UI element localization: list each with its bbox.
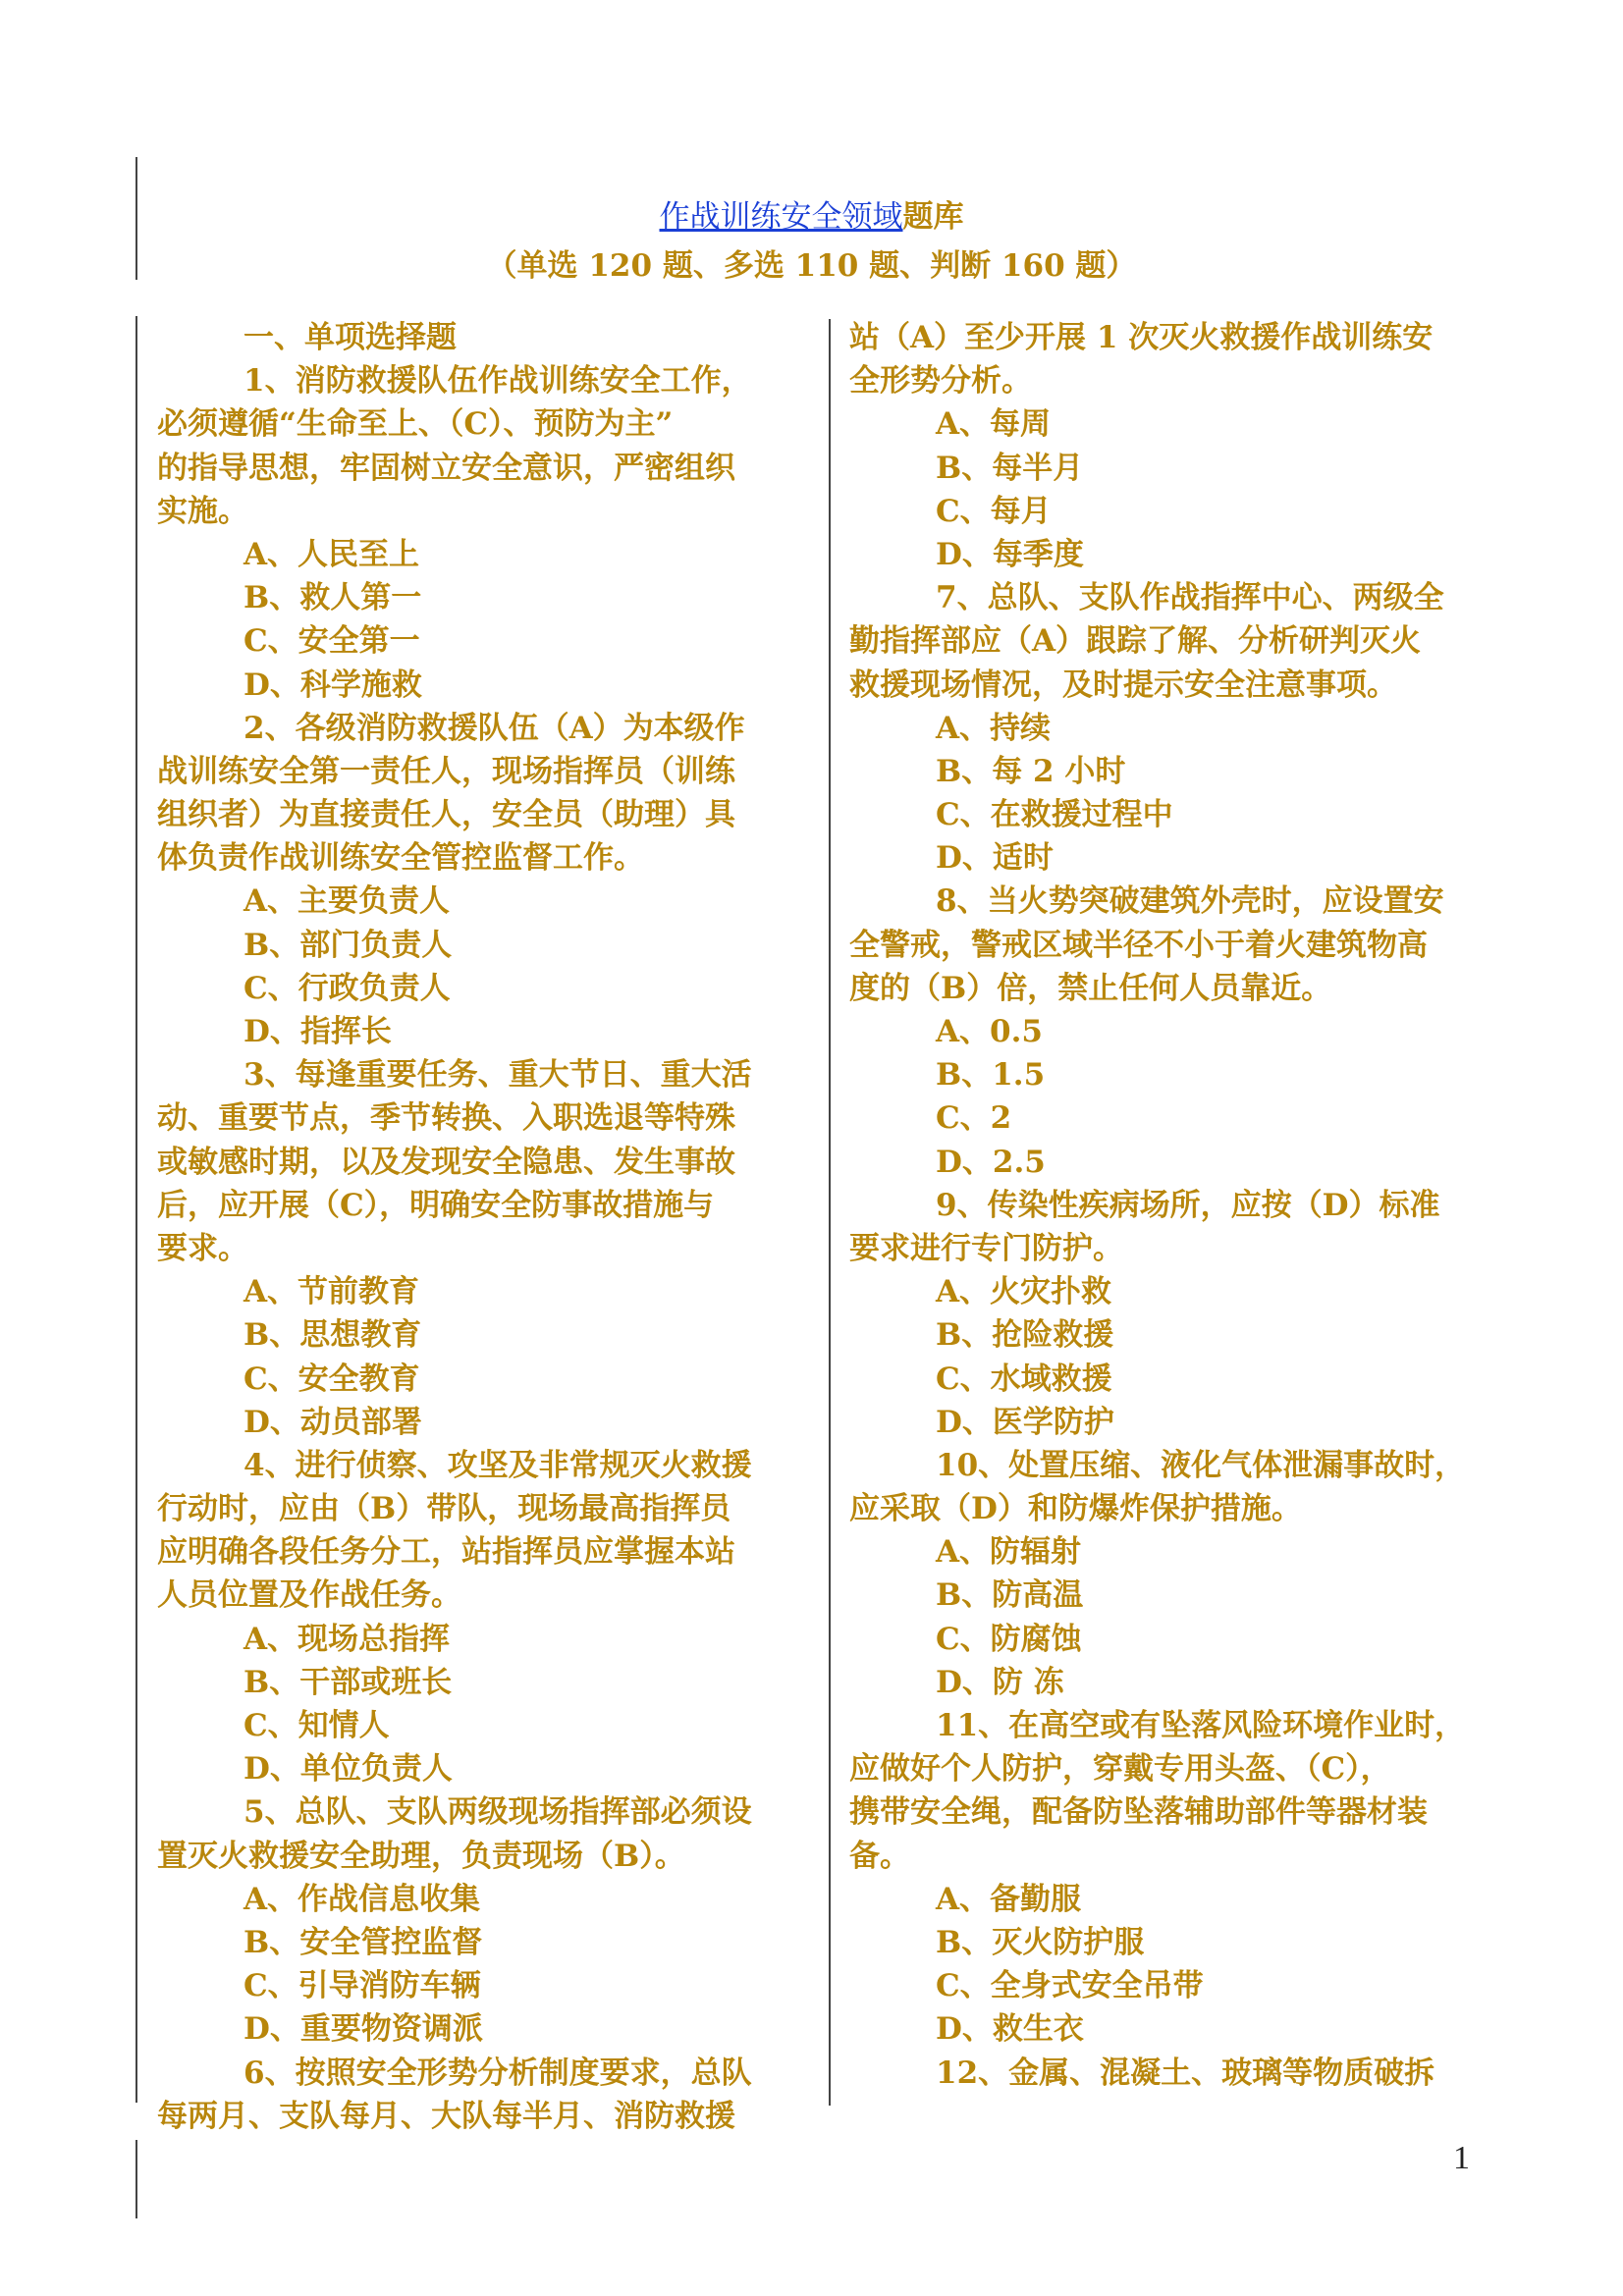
title-suffix: 题库 xyxy=(902,199,964,235)
text-line: 12、金属、混凝土、玻璃等物质破拆 xyxy=(936,2055,1435,2091)
margin-rule-middle xyxy=(135,316,137,2103)
text-line: C、行政负责人 xyxy=(243,970,451,1006)
text-line: 行动时，应由（B）带队，现场最高指挥员 xyxy=(157,1491,731,1527)
text-line: D、防 冻 xyxy=(936,1664,1064,1700)
text-line: C、水域救援 xyxy=(936,1361,1112,1397)
text-line: B、思想教育 xyxy=(243,1317,422,1354)
text-line: 1、消防救援队伍作战训练安全工作， xyxy=(243,363,752,400)
text-line: 携带安全绳，配备防坠落辅助部件等器材装 xyxy=(849,1794,1428,1831)
text-line: A、持续 xyxy=(936,710,1052,746)
text-line: 备。 xyxy=(849,1838,910,1874)
title-block xyxy=(0,192,1623,291)
text-line: A、作战信息收集 xyxy=(243,1881,481,1917)
text-line: 10、处置压缩、液化气体泄漏事故时， xyxy=(936,1447,1466,1483)
text-line: B、每半月 xyxy=(936,450,1084,486)
text-line: 11、在高空或有坠落风险环境作业时， xyxy=(936,1708,1466,1743)
text-line: 2、各级消防救援队伍（A）为本级作 xyxy=(243,710,745,746)
text-line: 置灭火救援安全助理，负责现场（B）。 xyxy=(157,1838,685,1874)
text-line: D、救生衣 xyxy=(936,2011,1084,2048)
text-line: 一、单项选择题 xyxy=(243,320,457,355)
text-line: B、灭火防护服 xyxy=(936,1924,1145,1960)
text-line: A、主要负责人 xyxy=(243,883,451,920)
text-line: D、适时 xyxy=(936,840,1054,877)
text-line: C、知情人 xyxy=(243,1708,390,1743)
text-line: 救援现场情况，及时提示安全注意事项。 xyxy=(849,667,1397,703)
text-line: 6、按照安全形势分析制度要求，总队 xyxy=(243,2055,752,2091)
text-line: C、安全教育 xyxy=(243,1361,420,1397)
text-line: 9、传染性疾病场所，应按（D）标准 xyxy=(936,1187,1440,1223)
text-line: B、防高温 xyxy=(936,1577,1084,1614)
text-line: 要求。 xyxy=(157,1230,248,1266)
text-line: D、2.5 xyxy=(936,1144,1046,1180)
text-line: 8、当火势突破建筑外壳时，应设置安 xyxy=(936,883,1444,920)
text-line: 勤指挥部应（A）跟踪了解、分析研判灭火 xyxy=(849,623,1422,660)
text-line: 全形势分析。 xyxy=(849,363,1032,400)
page-title xyxy=(0,192,1623,241)
text-line: B、救人第一 xyxy=(243,580,422,616)
text-line: 必须遵循“生命至上、（C）、预防为主” xyxy=(157,406,674,443)
text-line: 5、总队、支队两级现场指挥部必须设 xyxy=(243,1794,752,1831)
text-line: D、动员部署 xyxy=(243,1404,422,1440)
text-line: B、抢险救援 xyxy=(936,1317,1114,1354)
page-number: 1 xyxy=(1453,2140,1470,2176)
text-line: 应做好个人防护，穿戴专用头盔、（C）， xyxy=(849,1751,1391,1788)
text-line: 战训练安全第一责任人，现场指挥员（训练 xyxy=(157,753,735,789)
text-line: 人员位置及作战任务。 xyxy=(157,1577,461,1614)
text-line: 组织者）为直接责任人，安全员（助理）具 xyxy=(157,797,735,833)
text-line: A、现场总指挥 xyxy=(243,1621,451,1657)
text-line: B、每 2 小时 xyxy=(936,753,1126,789)
right-column xyxy=(849,316,1507,2095)
text-line: 应明确各段任务分工，站指挥员应掌握本站 xyxy=(157,1534,735,1571)
text-line: A、人民至上 xyxy=(243,536,420,572)
text-line: 7、总队、支队作战指挥中心、两级全 xyxy=(936,580,1444,616)
text-line: C、2 xyxy=(936,1100,1012,1137)
text-line: C、引导消防车辆 xyxy=(243,1968,481,2004)
text-line: 后，应开展（C），明确安全防事故措施与 xyxy=(157,1187,715,1223)
text-line: B、安全管控监督 xyxy=(243,1924,483,1960)
text-line: C、全身式安全吊带 xyxy=(936,1968,1204,2004)
text-line: D、重要物资调派 xyxy=(243,2011,483,2048)
text-line: D、每季度 xyxy=(936,536,1084,572)
text-line: A、0.5 xyxy=(936,1014,1043,1049)
text-line: D、医学防护 xyxy=(936,1404,1114,1440)
text-line: 度的（B）倍，禁止任何人员靠近。 xyxy=(849,970,1332,1006)
text-line: A、每周 xyxy=(936,406,1052,443)
margin-rule-bottom xyxy=(135,2140,137,2218)
left-column xyxy=(157,316,807,2138)
text-line: B、部门负责人 xyxy=(243,927,453,963)
text-line: A、防辐射 xyxy=(936,1534,1082,1571)
text-line: 的指导思想，牢固树立安全意识，严密组织 xyxy=(157,450,735,486)
text-line: A、备勤服 xyxy=(936,1881,1082,1917)
text-line: C、在救援过程中 xyxy=(936,797,1173,833)
text-line: C、安全第一 xyxy=(243,623,420,660)
text-line: 站（A）至少开展 1 次灭火救援作战训练安 xyxy=(849,320,1434,355)
text-line: 或敏感时期，以及发现安全隐患、发生事故 xyxy=(157,1144,735,1180)
text-line: 应采取（D）和防爆炸保护措施。 xyxy=(849,1491,1302,1527)
text-line: 动、重要节点，季节转换、入职选退等特殊 xyxy=(157,1100,735,1137)
column-divider xyxy=(829,319,831,2106)
text-line: 要求进行专门防护。 xyxy=(849,1230,1123,1266)
text-line: D、科学施救 xyxy=(243,667,422,703)
text-line: 体负责作战训练安全管控监督工作。 xyxy=(157,840,644,877)
text-line: D、单位负责人 xyxy=(243,1751,453,1788)
text-line: 每两月、支队每月、大队每半月、消防救援 xyxy=(157,2098,735,2134)
text-line: A、节前教育 xyxy=(243,1274,420,1310)
text-line: C、防腐蚀 xyxy=(936,1621,1082,1657)
title-link[interactable]: 作战训练安全领域 xyxy=(659,199,903,235)
text-line: B、干部或班长 xyxy=(243,1664,453,1700)
text-line: A、火灾扑救 xyxy=(936,1274,1112,1310)
text-line: C、每月 xyxy=(936,493,1052,529)
text-line: B、1.5 xyxy=(936,1057,1046,1094)
page-subtitle: （单选 120 题、多选 110 题、判断 160 题） xyxy=(486,248,1137,284)
text-line: 4、进行侦察、攻坚及非常规灭火救援 xyxy=(243,1447,752,1483)
text-line: 3、每逢重要任务、重大节日、重大活 xyxy=(243,1057,752,1094)
text-line: 全警戒，警戒区域半径不小于着火建筑物高 xyxy=(849,927,1428,963)
text-line: D、指挥长 xyxy=(243,1014,392,1049)
text-line: 实施。 xyxy=(157,493,248,529)
